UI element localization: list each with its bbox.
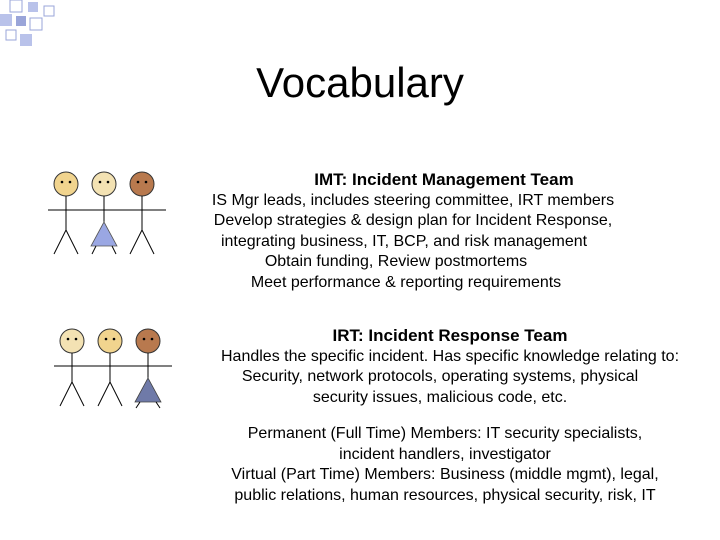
irt-line-2: Security, network protocols, operating systems, physical: [241, 368, 639, 385]
irt-people-icon: [50, 326, 176, 410]
irt-members-line-1: Permanent (Full Time) Members: IT security specialists,: [247, 425, 643, 442]
irt-members-section: [180, 424, 720, 506]
irt-members-line-4: public relations, human resources, physical security, risk, IT: [234, 486, 656, 504]
corner-decoration-icon: [0, 0, 60, 50]
imt-line-5: Meet performance & reporting requirements: [250, 273, 562, 291]
irt-section: [190, 326, 710, 408]
irt-heading: IRT: Incident Response Team: [332, 326, 568, 345]
slide-title: Vocabulary: [256, 59, 464, 106]
irt-line-3: security issues, malicious code, etc.: [312, 388, 568, 406]
imt-line-4: Obtain funding, Review postmortems: [264, 253, 528, 270]
imt-section: [176, 170, 660, 293]
imt-heading: IMT: Incident Management Team: [314, 170, 574, 189]
irt-line-1: Handles the specific incident. Has specific knowledge relating to:: [220, 347, 680, 365]
imt-line-3: integrating business, IT, BCP, and risk management: [220, 232, 588, 250]
irt-members-line-3: Virtual (Part Time) Members: Business (middle mgmt), legal,: [231, 466, 659, 483]
irt-members-line-2: incident handlers, investigator: [339, 445, 551, 463]
imt-line-1: IS Mgr leads, includes steering committee, IRT members: [211, 191, 615, 209]
imt-line-2: Develop strategies & design plan for Incident Response,: [213, 212, 613, 229]
